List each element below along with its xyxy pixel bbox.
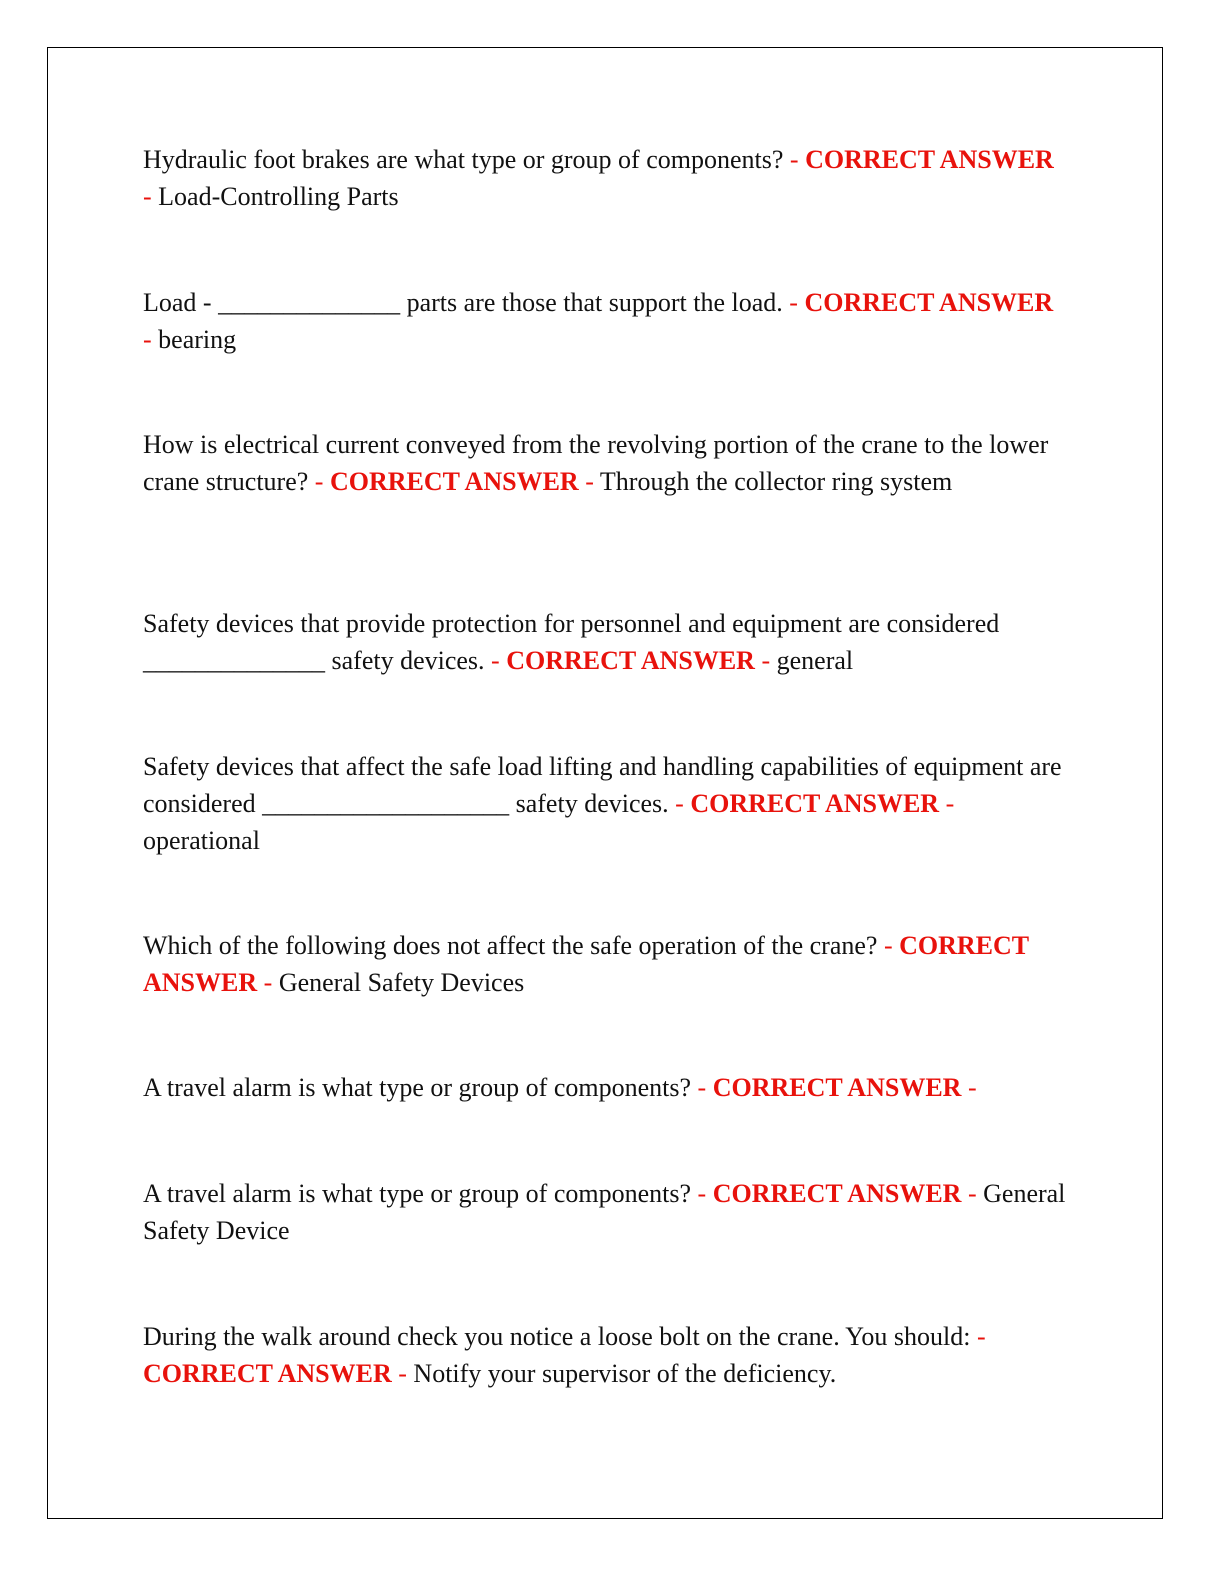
correct-answer-label: CORRECT ANSWER xyxy=(143,1359,392,1388)
correct-answer-label: CORRECT ANSWER xyxy=(712,1179,962,1208)
qa-item-1 xyxy=(143,141,1068,215)
separator: - xyxy=(314,467,324,496)
answer-text: operational xyxy=(143,826,260,855)
separator: - xyxy=(697,1073,707,1102)
qa-item-4 xyxy=(143,605,1068,679)
correct-answer-label: CORRECT ANSWER xyxy=(690,789,940,818)
answer-text: bearing xyxy=(158,325,237,354)
separator: - xyxy=(789,288,798,317)
qa-item-5 xyxy=(143,748,1068,859)
separator: - xyxy=(675,789,684,818)
separator: - xyxy=(761,646,771,675)
answer-text: General Safety Devices xyxy=(278,968,525,997)
question-text: How is electrical current conveyed from the revolving portion of the crane to the lower crane structure? xyxy=(143,430,1049,496)
question-text: Safety devices that provide protection for personnel and equipment are considered ______________ safety devices. xyxy=(143,609,1000,675)
correct-answer-label: CORRECT ANSWER xyxy=(712,1073,962,1102)
question-text: Hydraulic foot brakes are what type or group of components? xyxy=(143,145,784,174)
qa-item-7 xyxy=(143,1069,1068,1106)
correct-answer-label: CORRECT ANSWER xyxy=(329,467,579,496)
question-text: A travel alarm is what type or group of components? xyxy=(143,1179,692,1208)
separator: - xyxy=(977,1322,986,1351)
correct-answer-label: CORRECT ANSWER xyxy=(143,931,1029,997)
correct-answer-label: CORRECT ANSWER xyxy=(506,646,755,675)
separator: - xyxy=(697,1179,707,1208)
separator: - xyxy=(263,968,273,997)
answer-text: Load-Controlling Parts xyxy=(158,182,399,211)
separator: - xyxy=(945,789,955,818)
answer-text: General Safety Device xyxy=(143,1179,1066,1245)
separator: - xyxy=(143,325,152,354)
separator: - xyxy=(585,467,594,496)
qa-item-3 xyxy=(143,426,1068,500)
separator: - xyxy=(143,182,152,211)
question-text: During the walk around check you notice a loose bolt on the crane. You should: xyxy=(143,1322,971,1351)
separator: - xyxy=(967,1073,977,1102)
answer-text: general xyxy=(776,646,854,675)
separator: - xyxy=(491,646,500,675)
separator: - xyxy=(967,1179,977,1208)
qa-item-8 xyxy=(143,1175,1068,1249)
correct-answer-label: CORRECT ANSWER xyxy=(804,288,1054,317)
answer-text: Through the collector ring system xyxy=(599,467,953,496)
question-text: A travel alarm is what type or group of components? xyxy=(143,1073,692,1102)
qa-item-9 xyxy=(143,1318,1068,1392)
answer-text: Notify your supervisor of the deficiency. xyxy=(413,1359,837,1388)
correct-answer-label: CORRECT ANSWER xyxy=(805,145,1054,174)
qa-item-6 xyxy=(143,927,1068,1001)
separator: - xyxy=(789,145,799,174)
separator: - xyxy=(398,1359,407,1388)
qa-item-2 xyxy=(143,284,1068,358)
separator: - xyxy=(883,931,893,960)
question-text: Safety devices that affect the safe load lifting and handling capabilities of equipment are considered ___________________ safety devices. xyxy=(143,752,1062,818)
question-text: Load - ______________ parts are those that support the load. xyxy=(143,288,783,317)
question-text: Which of the following does not affect the safe operation of the crane? xyxy=(143,931,878,960)
